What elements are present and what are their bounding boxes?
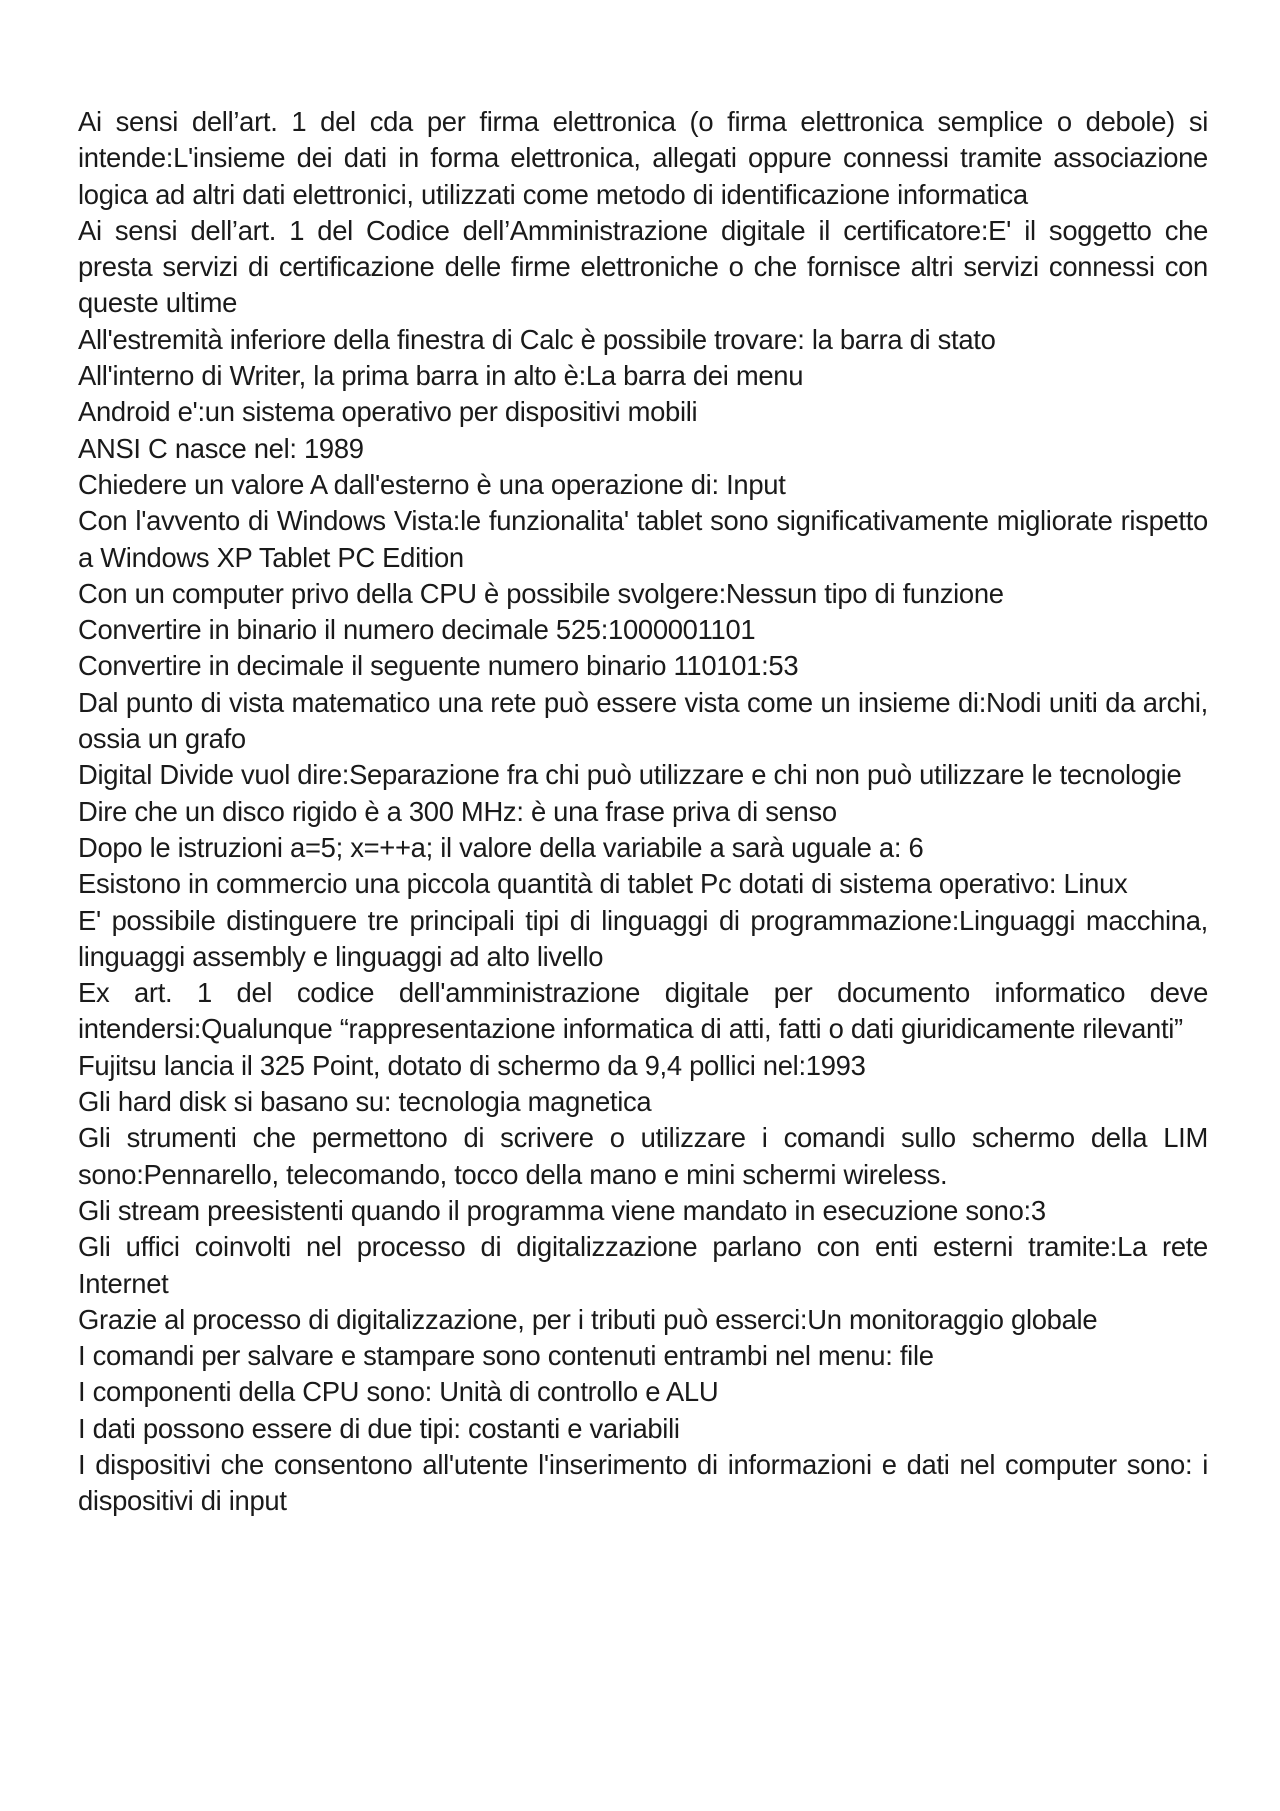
paragraph: Esistono in commercio una piccola quantità di tablet Pc dotati di sistema operativo: Linux — [78, 868, 1128, 900]
paragraph: Fujitsu lancia il 325 Point, dotato di schermo da 9,4 pollici nel:1993 — [78, 1049, 866, 1081]
paragraph: I dispositivi che consentono all'utente l'inserimento di informazioni e dati nel computer sono: i dispositivi di input — [78, 1448, 1208, 1517]
paragraph: Ex art. 1 del codice dell'amministrazione digitale per documento informatico deve intendersi:Qualunque “rappresentazione informatica di atti, fatti o dati giuridicamente rilevanti” — [78, 977, 1208, 1045]
paragraph: All'estremità inferiore della finestra di Calc è possibile trovare: la barra di stato — [78, 323, 996, 355]
paragraph: I componenti della CPU sono: Unità di controllo e ALU — [78, 1376, 719, 1408]
paragraph: Grazie al processo di digitalizzazione, per i tributi può esserci:Un monitoraggio globale — [78, 1303, 1098, 1335]
paragraph: Gli stream preesistenti quando il programma viene mandato in esecuzione sono:3 — [78, 1194, 1046, 1226]
paragraph: I dati possono essere di due tipi: costanti e variabili — [78, 1412, 680, 1444]
paragraph: ANSI C nasce nel: 1989 — [78, 432, 364, 464]
paragraph: All'interno di Writer, la prima barra in alto è:La barra dei menu — [78, 360, 804, 392]
paragraph: Convertire in binario il numero decimale 525:1000001101 — [78, 614, 756, 646]
paragraph: Android e':un sistema operativo per dispositivi mobili — [78, 396, 698, 428]
paragraph: Con l'avvento di Windows Vista:le funzionalita' tablet sono significativamente migliorate rispetto a Windows XP Tablet PC Edition — [78, 505, 1208, 573]
document-page — [78, 104, 1208, 1520]
paragraph: Gli uffici coinvolti nel processo di digitalizzazione parlano con enti esterni tramite:La rete Internet — [78, 1231, 1208, 1299]
paragraph: Dopo le istruzioni a=5; x=++a; il valore della variabile a sarà uguale a: 6 — [78, 831, 924, 863]
paragraph: Dire che un disco rigido è a 300 MHz: è una frase priva di senso — [78, 795, 837, 827]
paragraph: I comandi per salvare e stampare sono contenuti entrambi nel menu: file — [78, 1340, 934, 1372]
paragraph: Digital Divide vuol dire:Separazione fra chi può utilizzare e chi non può utilizzare le tecnologie — [78, 759, 1182, 791]
paragraph: E' possibile distinguere tre principali tipi di linguaggi di programmazione:Linguaggi macchina, linguaggi assembly e linguaggi ad alto livello — [78, 904, 1208, 972]
paragraph: Ai sensi dell’art. 1 del Codice dell’Amministrazione digitale il certificatore:E' il soggetto che presta servizi di certificazione delle firme elettroniche o che fornisce altri servizi connessi con queste ultime — [78, 214, 1208, 319]
paragraph: Dal punto di vista matematico una rete può essere vista come un insieme di:Nodi uniti da archi, ossia un grafo — [78, 686, 1208, 755]
paragraph: Con un computer privo della CPU è possibile svolgere:Nessun tipo di funzione — [78, 577, 1004, 609]
paragraph: Gli hard disk si basano su: tecnologia magnetica — [78, 1086, 652, 1118]
paragraph: Ai sensi dell’art. 1 del cda per firma elettronica (o firma elettronica semplice o debole) si intende:L'insieme dei dati in forma elettronica, allegati oppure connessi tramite associazione logica ad altri dati elettronici, utilizzati come metodo di identificazione informatica — [78, 106, 1208, 210]
paragraph: Chiedere un valore A dall'esterno è una operazione di: Input — [78, 468, 786, 500]
paragraph: Gli strumenti che permettono di scrivere o utilizzare i comandi sullo schermo della LIM sono:Pennarello, telecomando, tocco della mano e mini schermi wireless. — [78, 1122, 1208, 1190]
paragraph: Convertire in decimale il seguente numero binario 110101:53 — [78, 650, 799, 682]
